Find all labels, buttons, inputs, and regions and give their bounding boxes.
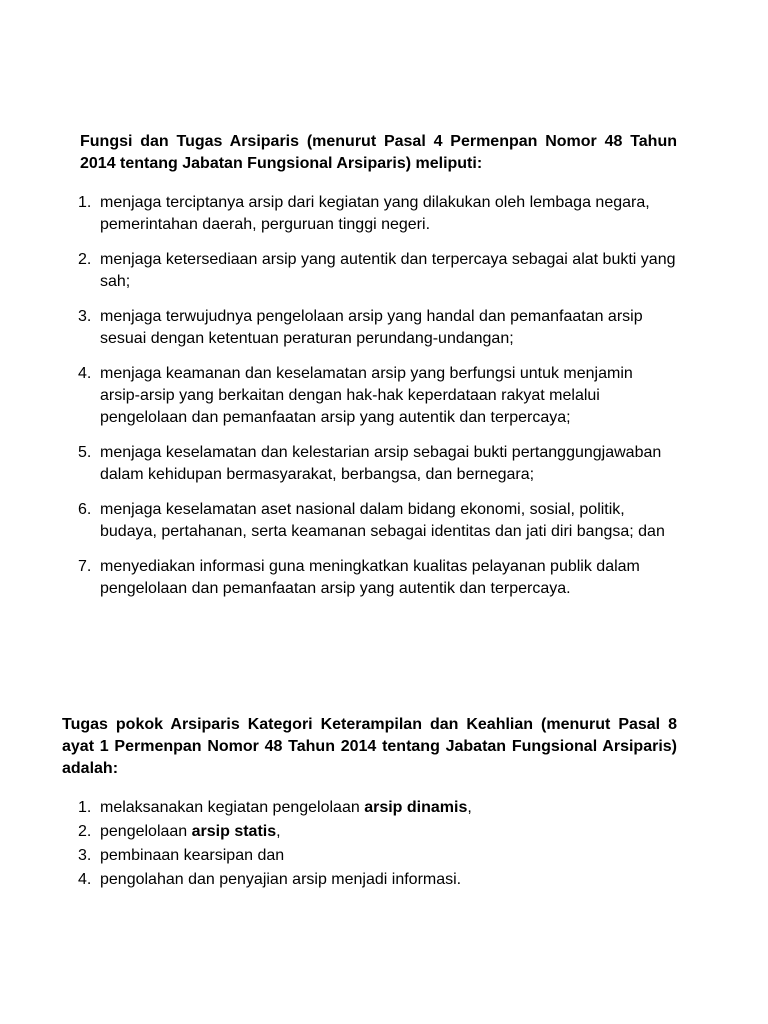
list-item-text: melaksanakan kegiatan pengelolaan	[100, 799, 365, 816]
list-item-text: pembinaan kearsipan dan	[100, 847, 285, 864]
list-item	[62, 797, 677, 819]
numbered-list	[62, 797, 677, 891]
list-item-text: menjaga keselamatan dan kelestarian arsip sebagai bukti pertanggungjawaban dalam kehidupan bermasyarakat, berbangsa, dan bernegara;	[100, 444, 662, 483]
list-item	[80, 363, 677, 429]
list-item-number: 3.	[78, 847, 92, 864]
list-item-number: 2.	[78, 823, 92, 840]
list-item	[62, 821, 677, 843]
list-item-number: 2.	[78, 251, 92, 268]
list-item	[80, 306, 677, 350]
list-item	[80, 556, 677, 600]
list-item	[80, 192, 677, 236]
list-item-text: pengelolaan	[100, 823, 192, 840]
list-item-punctuation: ,	[467, 799, 472, 816]
list-item-number: 3.	[78, 308, 92, 325]
list-item-text: menyediakan informasi guna meningkatkan kualitas pelayanan publik dalam pengelolaan dan pemanfaatan arsip yang autentik dan terpercaya.	[100, 558, 640, 597]
list-item	[62, 845, 677, 867]
list-item-text: pengolahan dan penyajian arsip menjadi informasi.	[100, 871, 462, 888]
list-item-number: 4.	[78, 365, 92, 382]
list-item-number: 7.	[78, 558, 92, 575]
numbered-list	[80, 192, 677, 600]
list-item-text: menjaga terwujudnya pengelolaan arsip yang handal dan pemanfaatan arsip sesuai dengan ketentuan peraturan perundang-undangan;	[100, 308, 643, 347]
section-heading: Fungsi dan Tugas Arsiparis (menurut Pasal 4 Permenpan Nomor 48 Tahun 2014 tentang Jabatan Fungsional Arsiparis) meliputi:	[80, 133, 677, 172]
list-item	[62, 869, 677, 891]
list-item	[80, 442, 677, 486]
list-item	[80, 249, 677, 293]
list-item	[80, 499, 677, 543]
list-item-number: 1.	[78, 194, 92, 211]
list-item-punctuation: ,	[276, 823, 281, 840]
list-item-text: menjaga terciptanya arsip dari kegiatan yang dilakukan oleh lembaga negara, pemerintahan daerah, perguruan tinggi negeri.	[100, 194, 650, 233]
list-item-number: 4.	[78, 871, 92, 888]
list-item-number: 5.	[78, 444, 92, 461]
list-item-number: 6.	[78, 501, 92, 518]
section-heading: Tugas pokok Arsiparis Kategori Keterampilan dan Keahlian (menurut Pasal 8 ayat 1 Permenpan Nomor 48 Tahun 2014 tentang Jabatan Fungsional Arsiparis) adalah:	[62, 716, 677, 777]
document-section-functions	[80, 131, 677, 613]
list-item-bold-term: arsip dinamis	[364, 799, 468, 816]
list-item-number: 1.	[78, 799, 92, 816]
document-section-main-duties	[62, 714, 677, 893]
list-item-bold-term: arsip statis	[191, 823, 277, 840]
list-item-text: menjaga keselamatan aset nasional dalam bidang ekonomi, sosial, politik, budaya, pertahanan, serta keamanan sebagai identitas dan jati diri bangsa; dan	[100, 501, 665, 540]
list-item-text: menjaga ketersediaan arsip yang autentik dan terpercaya sebagai alat bukti yang sah;	[100, 251, 676, 290]
list-item-text: menjaga keamanan dan keselamatan arsip yang berfungsi untuk menjamin arsip-arsip yang berkaitan dengan hak-hak keperdataan rakyat melalui pengelolaan dan pemanfaatan arsip yang autentik dan terpercaya;	[100, 365, 633, 426]
